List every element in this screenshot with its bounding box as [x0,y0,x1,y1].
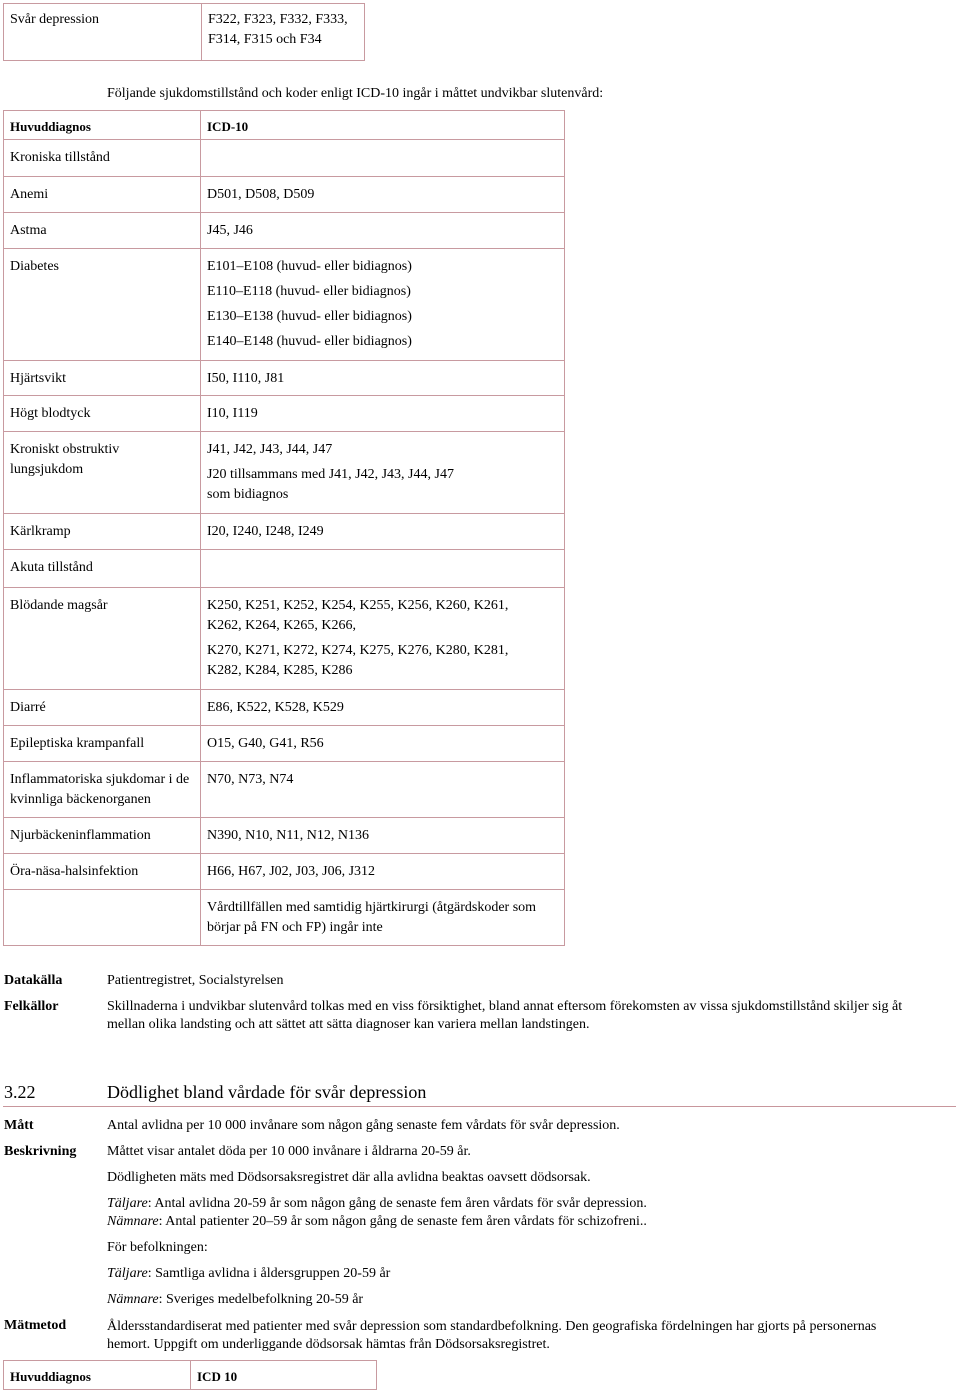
beskrivning-p1: Måttet visar antalet döda per 10 000 invånare i åldrarna 20-59 år. [107,1144,471,1159]
row-code-line: K250, K251, K252, K254, K255, K256, K260, K261, [207,598,509,613]
row-label-line: Diabetes [10,259,59,274]
row-code-line: J41, J42, J43, J44, J47 [207,442,333,457]
taljare2-label: Täljare [107,1266,148,1281]
row-code-line: E101–E108 (huvud- eller bidiagnos) [207,259,412,274]
table-row [4,177,565,213]
row-label [4,890,201,946]
row-codes [201,396,565,432]
row-label-line: Blödande magsår [10,598,108,613]
row-label-line: lungsjukdom [10,462,84,477]
row-label-line: Kroniska tillstånd [10,150,110,165]
row-code-line: K270, K271, K272, K274, K275, K276, K280, K281, [207,643,509,658]
table-row [4,726,565,762]
table-row [4,396,565,432]
namnare-label: Nämnare [107,1214,159,1229]
top-table [3,3,365,61]
table-row [4,818,565,854]
table-row [4,361,565,396]
row-code-line: E110–E118 (huvud- eller bidiagnos) [207,284,411,299]
row-label [4,818,201,854]
row-label-line: Högt blodtyck [10,406,91,421]
datakalla-value: Patientregistret, Socialstyrelsen [107,973,284,988]
row-code-line: N70, N73, N74 [207,772,294,787]
matt-label: Mått [4,1118,34,1133]
row-label [4,249,201,361]
row-label-line: Akuta tillstånd [10,560,93,575]
row-codes [201,361,565,396]
row-label-line: Diarré [10,700,46,715]
row-codes [201,854,565,890]
intro-text: Följande sjukdomstillstånd och koder enligt ICD-10 ingår i måttet undvikbar slutenvård: [107,86,604,101]
row-label [4,432,201,514]
table-row [4,762,565,818]
matmetod-value [107,1318,957,1354]
bottom-header-icd10: ICD 10 [191,1361,377,1390]
bottom-table [3,1360,377,1390]
felkallor-value [107,998,957,1034]
table-row [4,213,565,249]
top-code-line: F322, F323, F332, F333, [208,12,348,27]
diagnosis-table [3,110,565,946]
row-code-line: J20 tillsammans med J41, J42, J43, J44, J47 [207,467,454,482]
row-codes [201,762,565,818]
header-huvuddiagnos: Huvuddiagnos [4,111,201,140]
row-label-line: Njurbäckeninflammation [10,828,151,843]
table-row [4,550,565,588]
felkallor-line: Skillnaderna i undvikbar slutenvård tolkas med en viss försiktighet, bland annat eftersom förekomsten av vissa sjukdomstillstånd skiljer sig åt [107,999,903,1014]
table-row [4,140,565,177]
matt-value: Antal avlidna per 10 000 invånare som någon gång senaste fem vårdats för svår depression. [107,1118,620,1133]
row-code-line: H66, H67, J02, J03, J06, J312 [207,864,376,879]
row-label [4,550,201,588]
row-code-line: I50, I110, J81 [207,371,285,386]
row-codes [201,177,565,213]
row-label-line: Hjärtsvikt [10,371,66,386]
row-code-line: O15, G40, G41, R56 [207,736,324,751]
taljare2-text: : Samtliga avlidna i åldersgruppen 20-59 år [147,1266,391,1281]
top-label: Svår depression [4,4,202,61]
beskrivning-p2: Dödligheten mäts med Dödsorsaksregistret där alla avlidna beaktas oavsett dödsorsak. [107,1170,591,1185]
section-number: 3.22 [4,1082,36,1102]
matmetod-line: Åldersstandardiserat med patienter med svår depression som standardbefolkning. Den geografiska fördelningen har gjorts på personernas [107,1319,877,1334]
row-label-line: kvinnliga bäckenorganen [10,792,151,807]
row-label-line: Anemi [10,187,49,202]
table-row [4,249,565,361]
beskrivning-namnare2 [107,1292,363,1308]
felkallor-label: Felkällor [4,999,59,1014]
row-codes [201,588,565,690]
row-codes [201,550,565,588]
row-label-line: Inflammatoriska sjukdomar i de [10,772,190,787]
row-code-line: I20, I240, I248, I249 [207,524,324,539]
row-code-line: D501, D508, D509 [207,187,315,202]
beskrivning-taljare2 [107,1266,390,1282]
felkallor-line: mellan olika landsting och att sättet att sätta diagnoser kan variera mellan landstingen. [107,1017,590,1032]
row-label [4,396,201,432]
taljare-label: Täljare [107,1196,148,1211]
row-codes [201,140,565,177]
top-code-line: F314, F315 och F34 [208,32,322,47]
table-row [4,432,565,514]
row-codes [201,213,565,249]
row-label-line: Epileptiska krampanfall [10,736,145,751]
header-icd10: ICD-10 [201,111,565,140]
matmetod-line: hemort. Uppgift om underliggande dödsorsak hämtas från Dödsorsaksregistret. [107,1337,550,1352]
row-codes [201,726,565,762]
row-codes [201,514,565,550]
namnare2-text: : Sveriges medelbefolkning 20-59 år [158,1292,364,1307]
row-label-line: Öra-näsa-halsinfektion [10,864,139,879]
namnare2-label: Nämnare [107,1292,159,1307]
row-codes [201,249,565,361]
beskrivning-label: Beskrivning [4,1144,77,1159]
table-row [4,890,565,946]
row-label [4,690,201,726]
table-row [4,690,565,726]
top-codes [202,4,365,61]
row-code-line: J45, J46 [207,223,253,238]
row-label-line: Kroniskt obstruktiv [10,442,120,457]
beskrivning-taljare [107,1196,647,1212]
row-code-line: E86, K522, K528, K529 [207,700,344,715]
row-code-line: K282, K284, K285, K286 [207,663,353,678]
section-rule [3,1106,956,1107]
row-label [4,854,201,890]
row-label [4,762,201,818]
row-codes [201,432,565,514]
row-codes [201,690,565,726]
row-label [4,726,201,762]
row-label [4,361,201,396]
table-row [4,854,565,890]
row-code-line: som bidiagnos [207,487,289,502]
row-code-line: K262, K264, K265, K266, [207,618,356,633]
row-code-line: E140–E148 (huvud- eller bidiagnos) [207,334,412,349]
matmetod-label: Mätmetod [4,1318,67,1333]
row-code-line: I10, I119 [207,406,258,421]
table-row [4,588,565,690]
datakalla-label: Datakälla [4,973,63,988]
row-code-line: Vårdtillfällen med samtidig hjärtkirurgi (åtgärdskoder som [207,900,537,915]
row-label-line: Astma [10,223,47,238]
taljare-text: : Antal avlidna 20-59 år som någon gång de senaste fem åren vårdats för svår depression. [147,1196,647,1211]
row-label [4,514,201,550]
row-code-line: börjar på FN och FP) ingår inte [207,920,383,935]
row-codes [201,890,565,946]
row-label [4,177,201,213]
beskrivning-namnare [107,1214,647,1230]
section-title: Dödlighet bland vårdade för svår depression [107,1082,427,1102]
table-row [4,514,565,550]
row-codes [201,818,565,854]
namnare-text: : Antal patienter 20–59 år som någon gång de senaste fem åren vårdats för schizofreni.. [158,1214,647,1229]
row-label [4,588,201,690]
row-label [4,140,201,177]
row-code-line: N390, N10, N11, N12, N136 [207,828,370,843]
row-label [4,213,201,249]
row-code-line: E130–E138 (huvud- eller bidiagnos) [207,309,412,324]
beskrivning-befolkning: För befolkningen: [107,1240,208,1255]
bottom-header-huvuddiagnos: Huvuddiagnos [4,1361,191,1390]
row-label-line: Kärlkramp [10,524,71,539]
